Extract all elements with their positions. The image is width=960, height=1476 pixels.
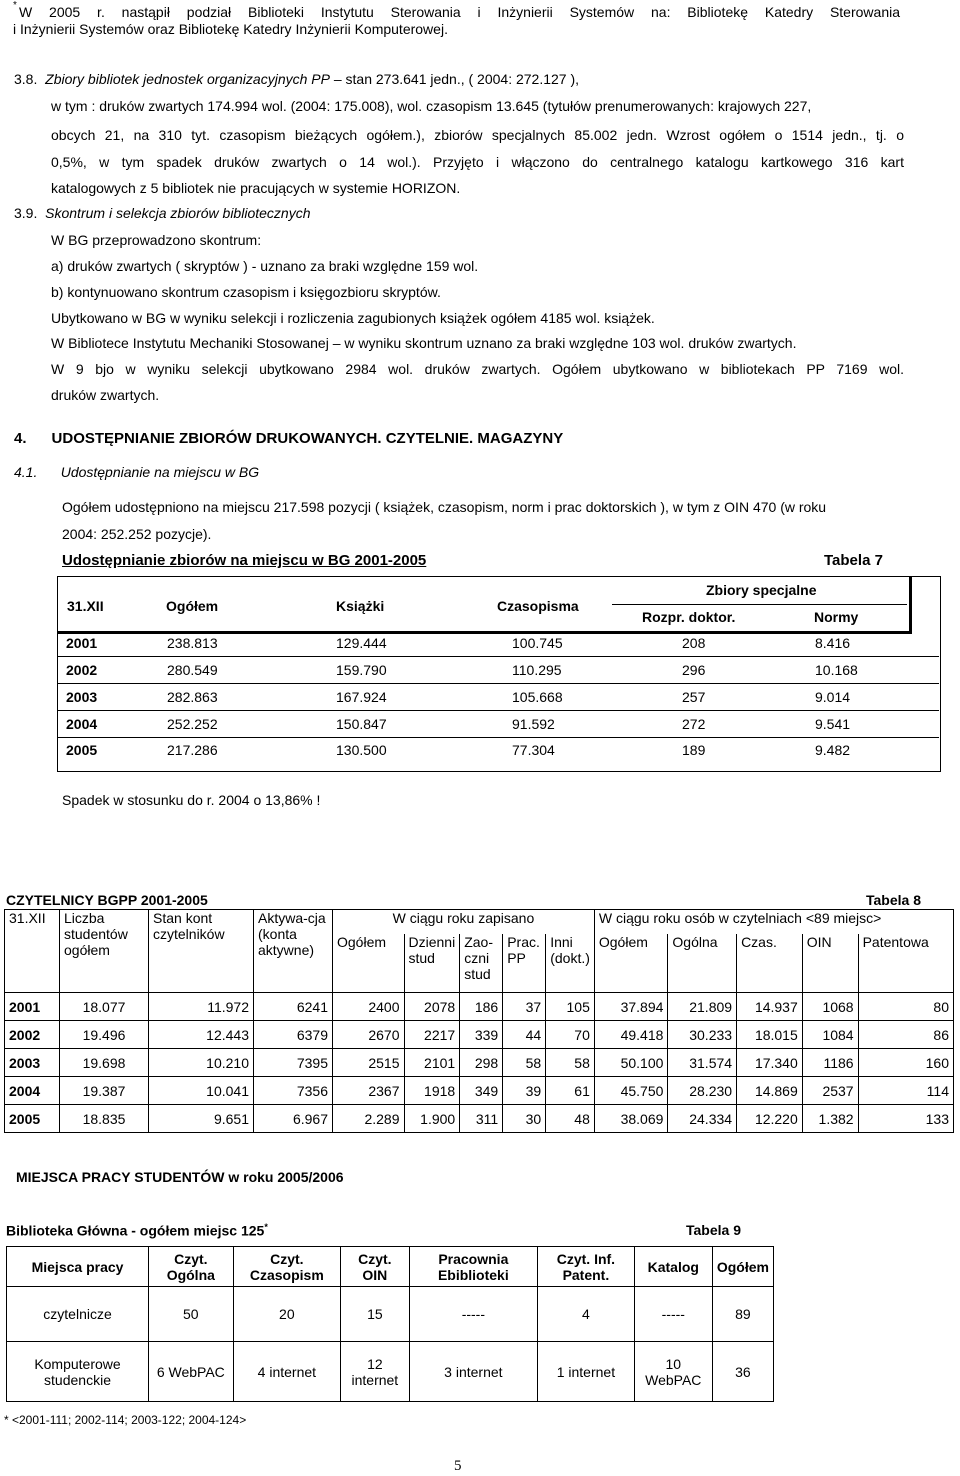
table8 (4, 909, 954, 1133)
table8-cell: 49.418 (594, 1021, 668, 1049)
page-number: 5 (454, 1458, 462, 1474)
table-row (5, 1077, 954, 1105)
table8-cell: 1.900 (404, 1105, 460, 1133)
table7-header-theses: Rozpr. doktor. (642, 609, 736, 625)
table8-subheader: Prac. PP (503, 934, 546, 993)
table8-cell: 30 (503, 1105, 546, 1133)
table8-h-group1: W ciągu roku zapisano (333, 910, 595, 935)
table8-cell: 24.334 (668, 1105, 737, 1133)
table8-cell: 7356 (254, 1077, 333, 1105)
table9-cell: ----- (634, 1287, 712, 1342)
table8-cell: 114 (858, 1077, 953, 1105)
table8-subheader: Ogólna (668, 934, 737, 993)
table8-cell: 2101 (404, 1049, 460, 1077)
table7-cell: 77.304 (512, 742, 555, 758)
s39-line-4: Ubytkowano w BG w wyniku selekcji i rozliczenia zagubionych książek ogółem 4185 wol. książek. (51, 310, 655, 326)
table8-cell: 39 (503, 1077, 546, 1105)
table7-cell: 130.500 (336, 742, 387, 758)
table8-cell: 30.233 (668, 1021, 737, 1049)
table8-cell: 14.869 (737, 1077, 803, 1105)
table8-cell: 18.835 (60, 1105, 149, 1133)
table9-cell: 1 internet (538, 1342, 635, 1402)
table8-cell: 186 (460, 993, 503, 1021)
table7-cell: 167.924 (336, 689, 387, 705)
table8-cell: 58 (546, 1049, 595, 1077)
table8-cell: 2537 (802, 1077, 858, 1105)
s39-line-7: druków zwartych. (51, 387, 160, 403)
table9-cell: 4 internet (233, 1342, 341, 1402)
section-number: 4.1. (14, 464, 38, 480)
table9-cell: 3 internet (409, 1342, 537, 1402)
table9-cell: 50 (149, 1287, 234, 1342)
table8-subheader: Patentowa (858, 934, 953, 993)
table9-cell: 20 (233, 1287, 341, 1342)
table7-cell: 257 (682, 689, 706, 705)
table7-row-divider (57, 737, 939, 738)
table8-cell: 1068 (802, 993, 858, 1021)
table7-cell: 280.549 (167, 662, 218, 678)
table-row (5, 993, 954, 1021)
table8-title: CZYTELNICY BGPP 2001-2005 (6, 892, 208, 908)
table8-cell: 1186 (802, 1049, 858, 1077)
table8-cell: 2367 (333, 1077, 405, 1105)
table9-header: Czyt. Czasopism (233, 1247, 341, 1287)
table8-cell: 349 (460, 1077, 503, 1105)
table7-header-total: Ogółem (166, 598, 219, 614)
table8-cell: 339 (460, 1021, 503, 1049)
table8-cell: 11.972 (149, 993, 254, 1021)
table7-header-books: Książki (336, 598, 385, 614)
table8-cell: 19.387 (60, 1077, 149, 1105)
table7-cell: 238.813 (167, 635, 218, 651)
table8-row-year: 2005 (5, 1105, 60, 1133)
table9-header: Ogółem (712, 1247, 773, 1287)
table7-cell: 100.745 (512, 635, 563, 651)
table9-title (6, 1222, 268, 1239)
table8-cell: 50.100 (594, 1049, 668, 1077)
table8-cell: 12.443 (149, 1021, 254, 1049)
miejsca-heading: MIEJSCA PRACY STUDENTÓW w roku 2005/2006 (16, 1169, 344, 1185)
table9-title-rest: - ogółem miejsc 125 (127, 1222, 265, 1239)
table8-cell: 80 (858, 993, 953, 1021)
table9-cell: 10 WebPAC (634, 1342, 712, 1402)
table9-cell: ----- (409, 1287, 537, 1342)
table9-title-main: Biblioteka Główna (6, 1222, 128, 1239)
table7-cell: 9.482 (815, 742, 851, 758)
table7-cell: 296 (682, 662, 706, 678)
table7-row-year: 2003 (66, 689, 98, 705)
table8-cell: 14.937 (737, 993, 803, 1021)
table8-cell: 2.289 (333, 1105, 405, 1133)
s39-line-2: a) druków zwartych ( skryptów ) - uznano za braki względne 159 wol. (51, 258, 479, 274)
table7-header-journals: Czasopisma (497, 598, 579, 614)
table7-cell: 91.592 (512, 716, 555, 732)
table-row (5, 1021, 954, 1049)
table8-cell: 105 (546, 993, 595, 1021)
table9-cell: 36 (712, 1342, 773, 1402)
table9-title-mark: * (264, 1222, 268, 1232)
table8-cell: 61 (546, 1077, 595, 1105)
table8-h-group2: W ciągu roku osób w czytelniach <89 miejsc> (594, 910, 953, 935)
table8-subheader: Inni (dokt.) (546, 934, 595, 993)
footnote-line-2: i Inżynierii Systemów oraz Bibliotekę Katedry Inżynierii Komputerowej. (13, 21, 448, 37)
s41-line-2: 2004: 252.252 pozycje). (62, 526, 212, 542)
table8-h-stan: Stan kont czytelników (149, 910, 254, 993)
table8-row-year: 2003 (5, 1049, 60, 1077)
s38-line-2: obcych 21, na 310 tyt. czasopism bieżących ogółem.), zbiorów specjalnych 85.002 jedn. Wzrost ogółem o 1514 jedn., tj. o (51, 127, 904, 143)
table8-subheader: Zao-czni stud (460, 934, 503, 993)
table7-cell: 272 (682, 716, 706, 732)
table8-subheader: Ogółem (594, 934, 668, 993)
table9-header: Czyt. OIN (341, 1247, 410, 1287)
table9-footnote: * <2001-111; 2002-114; 2003-122; 2004-124> (4, 1413, 247, 1427)
table8-cell: 2670 (333, 1021, 405, 1049)
table9-cell: 15 (341, 1287, 410, 1342)
table8-cell: 2217 (404, 1021, 460, 1049)
table8-cell: 31.574 (668, 1049, 737, 1077)
table8-cell: 9.651 (149, 1105, 254, 1133)
table8-cell: 160 (858, 1049, 953, 1077)
table8-cell: 45.750 (594, 1077, 668, 1105)
table8-cell: 38.069 (594, 1105, 668, 1133)
section-number: 4. (14, 430, 27, 447)
table7-title: Udostępnianie zbiorów na miejscu w BG 2001-2005 (62, 552, 427, 569)
table7-header-special: Zbiory specjalne (706, 582, 817, 598)
section-number: 3.9. (14, 205, 38, 221)
section-title: Zbiory bibliotek jednostek organizacyjnych PP (45, 71, 330, 87)
table8-h-active: Aktywa-cja (konta aktywne) (254, 910, 333, 993)
table8-cell: 133 (858, 1105, 953, 1133)
table9 (6, 1246, 774, 1402)
table8-cell: 70 (546, 1021, 595, 1049)
s38-line-1: w tym : druków zwartych 174.994 wol. (2004: 175.008), wol. czasopism 13.645 (tytułów prenumerowanych: krajowych 227, (51, 98, 812, 114)
table8-cell: 10.041 (149, 1077, 254, 1105)
table7-row-year: 2005 (66, 742, 98, 758)
table8-subheader: Czas. (737, 934, 803, 993)
table7-cell: 9.541 (815, 716, 851, 732)
table7-cell: 252.252 (167, 716, 218, 732)
table8-cell: 2078 (404, 993, 460, 1021)
table7-cell: 8.416 (815, 635, 851, 651)
s39-line-3: b) kontynuowano skontrum czasopism i księgozbioru skryptów. (51, 284, 441, 300)
table7-row-divider (57, 683, 939, 684)
table8-subheader: Ogółem (333, 934, 405, 993)
table8-cell: 37 (503, 993, 546, 1021)
table8-cell: 12.220 (737, 1105, 803, 1133)
table7-cell: 110.295 (512, 662, 562, 678)
section-4-heading (14, 430, 563, 447)
table9-cell: Komputerowe studenckie (7, 1342, 149, 1402)
table7-row-year: 2004 (66, 716, 98, 732)
table7-row-year: 2002 (66, 662, 98, 678)
table8-label: Tabela 8 (866, 892, 921, 908)
table8-subheader: Dzienni stud (404, 934, 460, 993)
table8-cell: 10.210 (149, 1049, 254, 1077)
table9-cell: 6 WebPAC (149, 1342, 234, 1402)
table7-cell: 10.168 (815, 662, 858, 678)
table7-header-year: 31.XII (67, 598, 104, 614)
table9-header: Miejsca pracy (7, 1247, 149, 1287)
table7-cell: 129.444 (336, 635, 387, 651)
section-title: UDOSTĘPNIANIE ZBIORÓW DRUKOWANYCH. CZYTELNIE. MAGAZYNY (51, 430, 564, 447)
section-3-8-heading (14, 71, 579, 87)
table7-label: Tabela 7 (824, 552, 883, 569)
table8-row-year: 2001 (5, 993, 60, 1021)
table8-h-year: 31.XII (5, 910, 60, 993)
table8-h-students: Liczba studentów ogółem (60, 910, 149, 993)
table7-row-divider (57, 656, 939, 657)
table8-cell: 48 (546, 1105, 595, 1133)
table-row (5, 1049, 954, 1077)
s38-line-3: 0,5%, w tym spadek druków zwartych o 14 wol.). Przyjęto i włączono do centralnego katalogu kartkowego 316 kart (51, 154, 904, 170)
table8-cell: 6.967 (254, 1105, 333, 1133)
table9-header: Czyt. Ogólna (149, 1247, 234, 1287)
table8-cell: 18.015 (737, 1021, 803, 1049)
table9-header: Katalog (634, 1247, 712, 1287)
section-number: 3.8. (14, 71, 38, 87)
table7-cell: 159.790 (336, 662, 387, 678)
table8-cell: 1.382 (802, 1105, 858, 1133)
table9-cell: 12 internet (341, 1342, 410, 1402)
table7-header-divider (612, 604, 907, 605)
table-row (5, 1105, 954, 1133)
s39-line-6: W 9 bjo w wyniku selekcji ubytkowano 2984 wol. druków zwartych. Ogółem ubytkowano w bibliotekach PP 7169 wol. (51, 361, 904, 377)
section-title-rest: – stan 273.641 jedn., ( 2004: 272.127 ), (329, 71, 580, 87)
table7-row-year: 2001 (66, 635, 98, 651)
table7-cell: 217.286 (167, 742, 218, 758)
table8-cell: 1918 (404, 1077, 460, 1105)
table7-cell: 150.847 (336, 716, 387, 732)
table8-cell: 18.077 (60, 993, 149, 1021)
table8-cell: 7395 (254, 1049, 333, 1077)
table8-cell: 21.809 (668, 993, 737, 1021)
table8-cell: 17.340 (737, 1049, 803, 1077)
table9-header: Pracownia Ebiblioteki (409, 1247, 537, 1287)
table8-cell: 298 (460, 1049, 503, 1077)
table9-cell: czytelnicze (7, 1287, 149, 1342)
table8-cell: 86 (858, 1021, 953, 1049)
table7-row-divider (57, 710, 939, 711)
table8-cell: 2400 (333, 993, 405, 1021)
table8-cell: 6379 (254, 1021, 333, 1049)
table7-cell: 105.668 (512, 689, 563, 705)
section-title: Udostępnianie na miejscu w BG (60, 464, 260, 480)
table8-cell: 311 (460, 1105, 503, 1133)
table7-cell: 282.863 (167, 689, 218, 705)
table8-cell: 6241 (254, 993, 333, 1021)
table7-cell: 9.014 (815, 689, 851, 705)
table7-note: Spadek w stosunku do r. 2004 o 13,86% ! (62, 792, 321, 808)
s38-line-4: katalogowych z 5 bibliotek nie pracujących w systemie HORIZON. (51, 180, 461, 196)
table8-cell: 28.230 (668, 1077, 737, 1105)
section-4-1-heading (14, 464, 259, 480)
s39-line-5: W Bibliotece Instytutu Mechaniki Stosowanej – w wyniku skontrum uznano za braki względne 103 wol. druków zwartych. (51, 335, 797, 351)
table7-header-norms: Normy (814, 609, 859, 625)
footnote-line-1: W 2005 r. nastąpił podział Biblioteki Instytutu Sterowania i Inżynierii Systemów na: Bibliotekę Katedry Sterowania (19, 4, 900, 20)
section-title: Skontrum i selekcja zbiorów bibliotecznych (45, 205, 311, 221)
table8-cell: 19.496 (60, 1021, 149, 1049)
table8-row-year: 2002 (5, 1021, 60, 1049)
s39-line-1: W BG przeprowadzono skontrum: (51, 232, 262, 248)
footnote-marker: * (13, 0, 17, 11)
table8-row-year: 2004 (5, 1077, 60, 1105)
s41-line-1: Ogółem udostępniono na miejscu 217.598 pozycji ( książek, czasopism, norm i prac doktorskich ), w tym z OIN 470 (w roku (62, 499, 827, 515)
table8-cell: 37.894 (594, 993, 668, 1021)
section-3-9-heading (14, 205, 310, 221)
table8-cell: 2515 (333, 1049, 405, 1077)
table9-cell: 4 (538, 1287, 635, 1342)
table8-cell: 44 (503, 1021, 546, 1049)
table8-cell: 1084 (802, 1021, 858, 1049)
table9-cell: 89 (712, 1287, 773, 1342)
table9-label: Tabela 9 (686, 1222, 741, 1238)
table7-cell: 189 (682, 742, 706, 758)
table9-header: Czyt. Inf. Patent. (538, 1247, 635, 1287)
table8-cell: 58 (503, 1049, 546, 1077)
table8-subheader: OIN (802, 934, 858, 993)
table8-cell: 19.698 (60, 1049, 149, 1077)
table7-cell: 208 (682, 635, 706, 651)
